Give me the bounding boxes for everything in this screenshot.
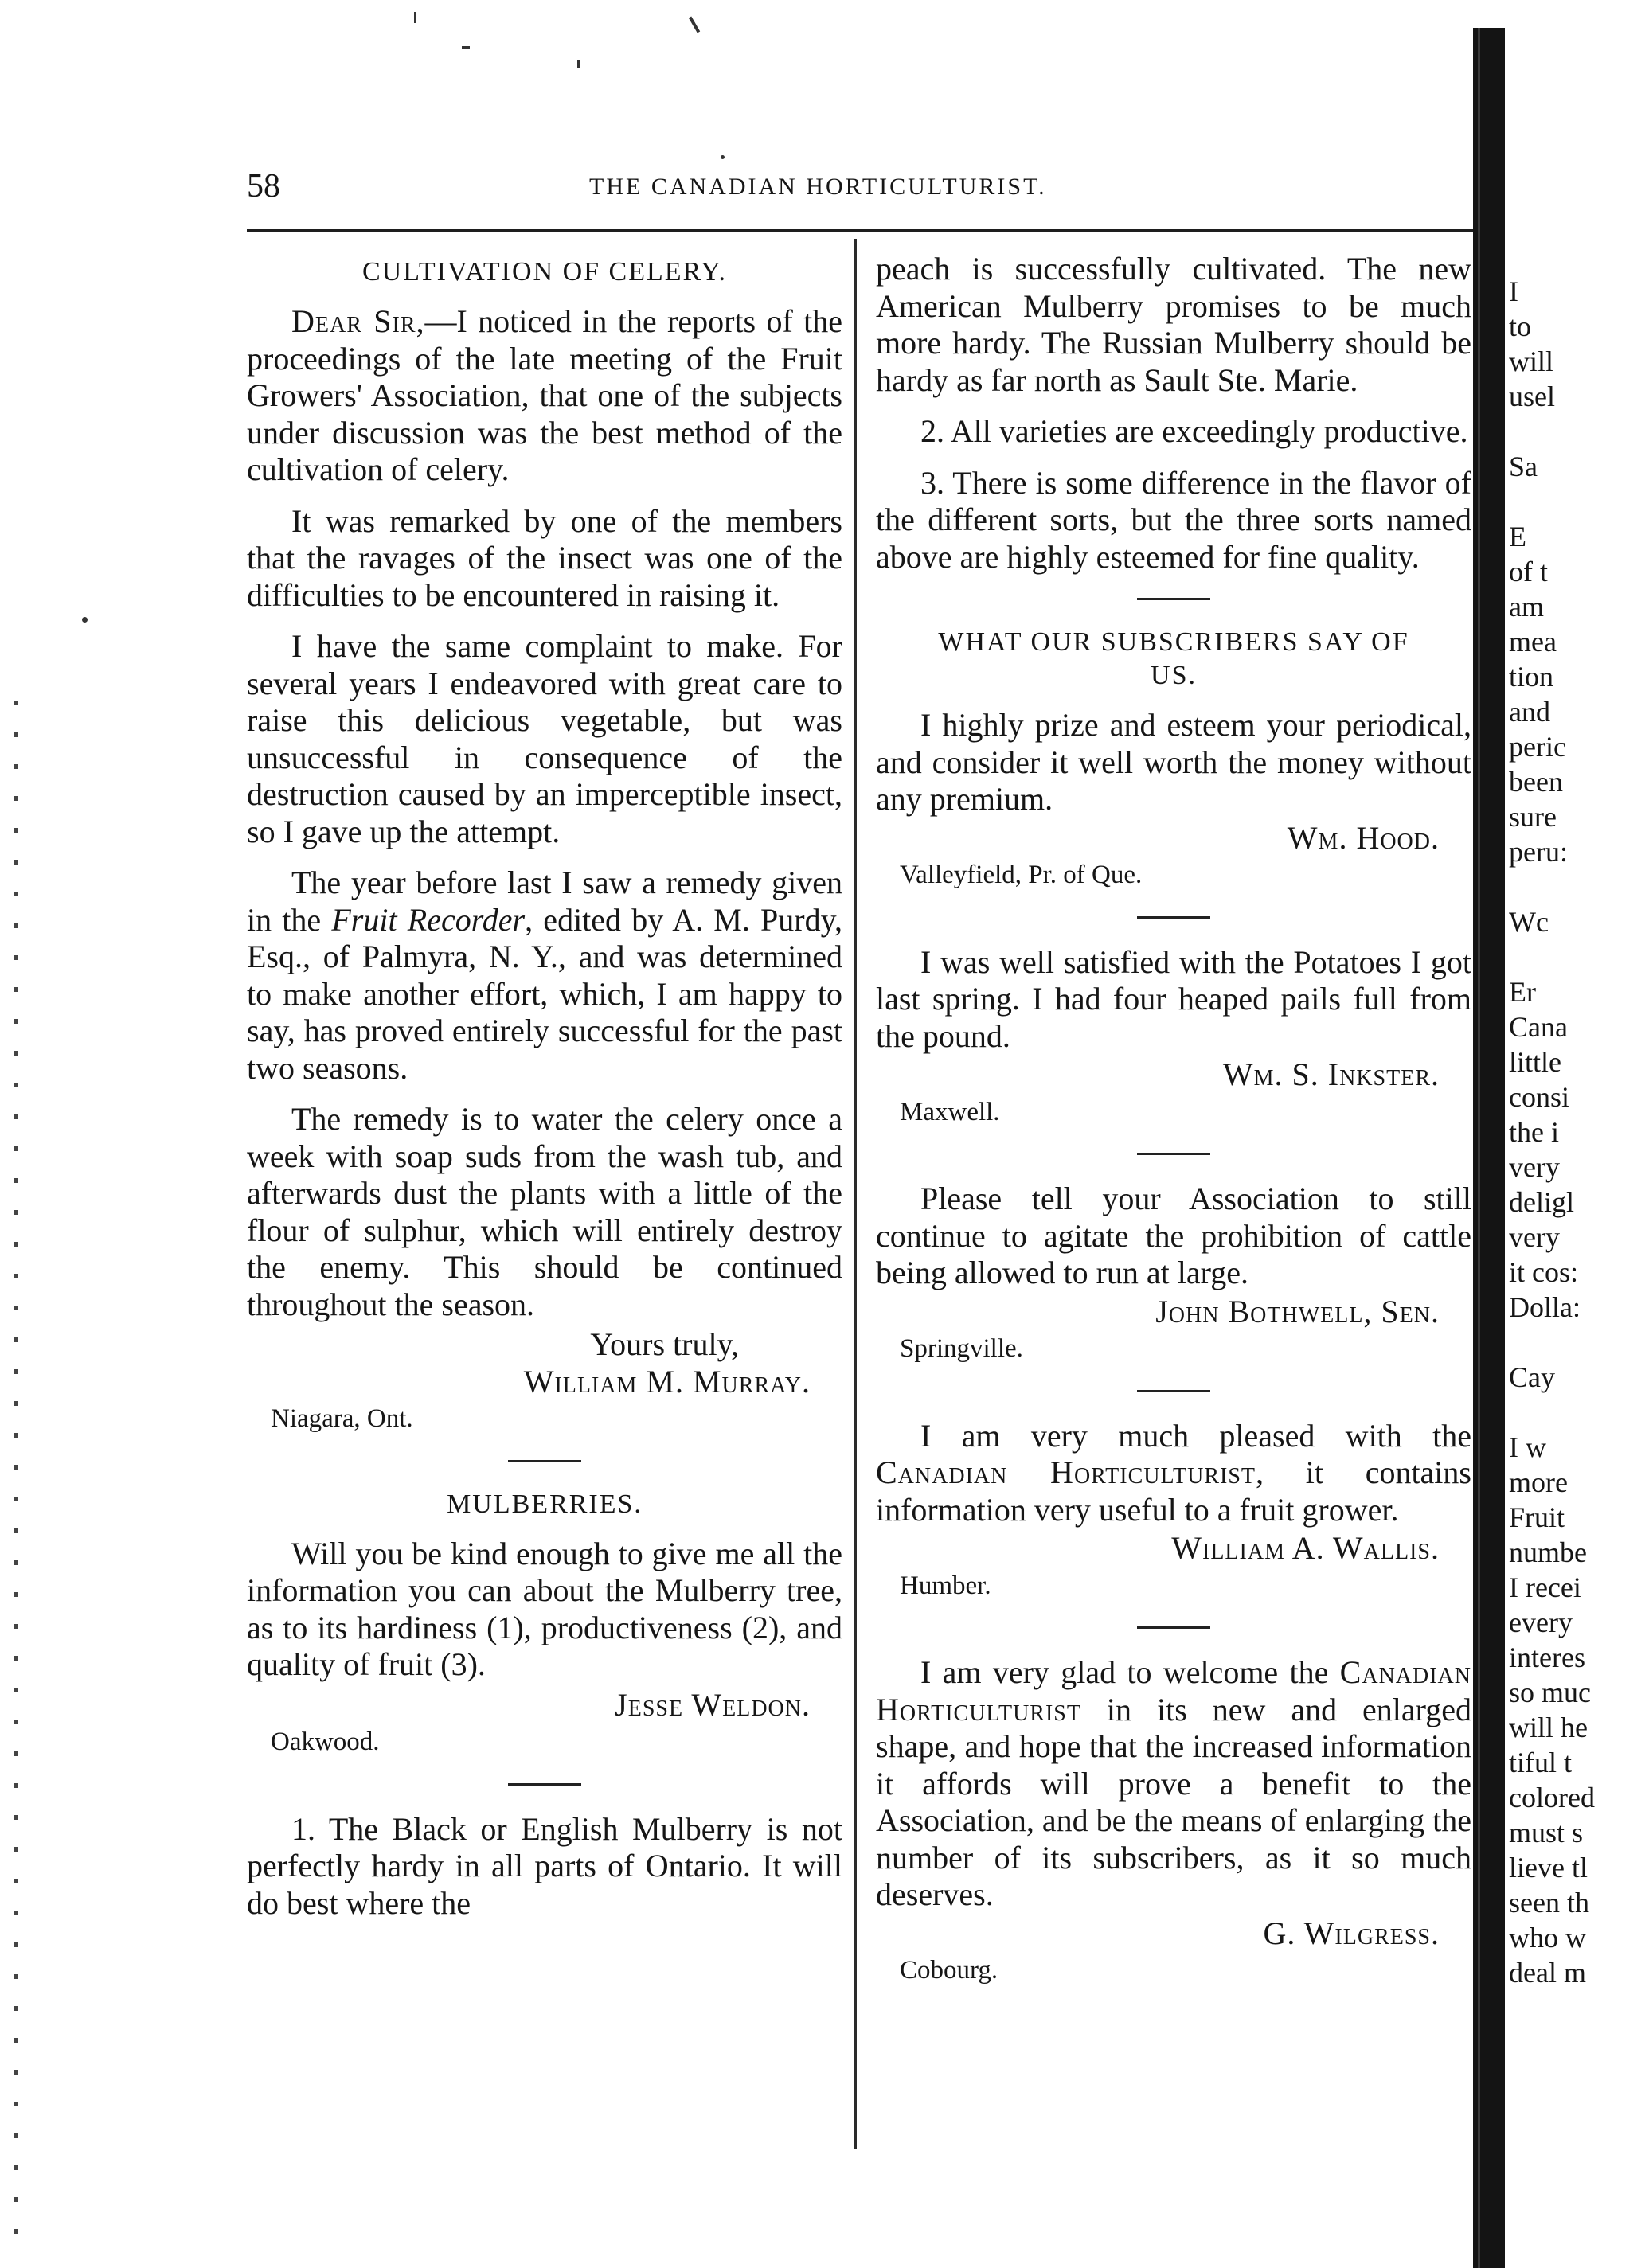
page-gutter-shadow [1473,28,1505,2268]
cut-column-line: am [1509,591,1544,623]
cut-column-line: every [1509,1606,1573,1638]
cut-column-line: little [1509,1046,1561,1078]
separator [1137,1390,1210,1392]
binding-edge-marks [14,701,18,2253]
left-column [247,251,842,1936]
cut-column-line [1509,1325,1649,1360]
scan-speck [462,46,470,49]
article-title-mulberries: MULBERRIES. [447,1489,643,1519]
letter-text-1: I highly prize and esteem your periodical, and consider it well worth the money without any premium. [876,707,1471,817]
letter-text-2: I was well satisfied with the Potatoes I got last spring. I had four heaped pails full from the pound. [876,943,1471,1054]
signature-murray: William M. Murray. [523,1363,811,1399]
celery-paragraph-4: The year before last I saw a remedy given in the Fruit Recorder, edited by A. M. Purdy, Esq., of Palmyra, N. Y., and was determined to make another effort, which, I am happy to say, has proved entirely successful for the past two seasons. [247,865,843,1086]
cut-column-line: I w [1509,1431,1546,1463]
mulberries-question: Will you be kind enough to give me all the information you can about the Mulberry tree, as to its hardiness (1), productiveness (2), and quality of fruit (3). [247,1535,842,1682]
place-niagara: Niagara, Ont. [271,1404,413,1433]
scan-speck [577,60,580,68]
letter-text-5: I am very glad to welcome the Canadian Horticulturist in its new and enlarged shape, and hope that the increased information it affords will prove a benefit to the Association, and be the means of enlarging the number of its subscribers, as it so much deserves. [876,1654,1471,1912]
place-springville: Springville. [900,1334,1023,1363]
cut-column-line: deligl [1509,1186,1574,1218]
cut-column-line: E [1509,521,1526,552]
cut-column-line: very [1509,1151,1560,1183]
cut-column-line: it cos: [1509,1256,1578,1288]
celery-paragraph-5: The remedy is to water the celery once a week with soap suds from the wash tub, and afterwards dust the plants with a little of the flour of sulphur, which will entirely destroy the enemy. This should be continued throughout the season. [247,1101,842,1322]
cut-column-line: tion [1509,661,1554,693]
cut-column-line: peru: [1509,836,1568,868]
cut-column-line: Cana [1509,1011,1568,1043]
scan-speck [689,16,700,33]
cut-column-line: to [1509,310,1532,342]
signature-inkster: Wm. S. Inkster. [1222,1056,1440,1092]
publication-name: Fruit Recorder [331,901,526,938]
separator [1137,1626,1210,1629]
middle-column [876,251,1471,1994]
article-title-celery: CULTIVATION OF CELERY. [361,257,728,287]
cut-column-line: deal m [1509,1957,1586,1989]
publication-title: Canadian Horticulturist [876,1654,1471,1727]
section-title-subscribers: WHAT OUR SUBSCRIBERS SAY OF US. [938,627,1409,690]
running-title: THE CANADIAN HORTICULTURIST. [589,174,1047,200]
cut-column-line: very [1509,1221,1560,1253]
header-rule [247,229,1473,232]
cut-column-line: colored [1509,1782,1595,1813]
cut-column-line [1509,939,1649,974]
scan-speck [721,155,725,159]
cut-column-line: must s [1509,1817,1584,1848]
cut-column-line: I [1509,275,1518,307]
separator [1137,916,1210,919]
cut-column-line: Er [1509,976,1536,1008]
cut-column-line [1509,239,1649,274]
cut-column-line: Dolla: [1509,1291,1581,1323]
separator [508,1783,581,1786]
column-rule [854,239,857,2149]
cut-column-line: been [1509,766,1563,798]
cut-column-line: of t [1509,556,1548,587]
closing: Yours truly, [590,1326,739,1362]
celery-paragraph-1: Dear Sir,—I noticed in the reports of the proceedings of the late meeting of the Fruit Growers' Association, that one of the subjects under discussion was the best method of the cultivation of celery. [247,303,842,487]
celery-paragraph-2: It was remarked by one of the members that the ravages of the insect was one of the difficulties to be encountered in raising it. [247,502,842,613]
cut-column-line: I recei [1509,1571,1581,1603]
place-oakwood: Oakwood. [271,1727,380,1756]
mulberries-answer-1-continued: peach is successfully cultivated. The new American Mulberry promises to be much more hardy. The Russian Mulberry should be hardy as far north as Sault Ste. Marie. [876,251,1471,398]
place-cobourg: Cobourg. [900,1956,998,1985]
cut-column-line: mea [1509,626,1557,658]
separator [508,1460,581,1462]
cut-column-line: will he [1509,1712,1588,1743]
cut-column-line: so muc [1509,1677,1591,1708]
signature-bothwell: John Bothwell, Sen. [1155,1293,1440,1329]
separator [1137,1153,1210,1155]
mulberries-answer-3: 3. There is some difference in the flavor of the different sorts, but the three sorts named above are highly esteemed for fine quality. [876,464,1471,575]
cut-column-line: Fruit [1509,1501,1565,1533]
cut-column-line: and [1509,696,1550,728]
cut-column-line: numbe [1509,1536,1587,1568]
signature-wilgress: G. Wilgress. [1263,1915,1440,1951]
place-humber: Humber. [900,1571,991,1600]
cut-column-line: who w [1509,1922,1586,1954]
scan-speck [414,12,416,23]
cut-column-line [1509,484,1649,519]
cut-column-line: interes [1509,1641,1585,1673]
cut-column-line [1509,1395,1649,1430]
mulberries-answer-2: 2. All varieties are exceedingly productive. [920,413,1468,449]
cut-column-line: more [1509,1466,1568,1498]
cut-column-line: lieve tl [1509,1852,1588,1883]
signature-hood: Wm. Hood. [1287,819,1440,856]
signature-wallis: William A. Wallis. [1171,1530,1440,1566]
scan-speck [82,617,88,623]
letter-text-4: I am very much pleased with the Canadian Horticulturist, it contains information very useful to a fruit grower. [876,1417,1471,1528]
cut-column-line: Cay [1509,1361,1555,1393]
cut-column-line: Sa [1509,451,1538,482]
cut-column-line: seen th [1509,1887,1589,1919]
page-number: 58 [247,168,280,205]
celery-paragraph-3: I have the same complaint to make. For several years I endeavored with great care to raise this delicious vegetable, but was unsuccessful in consequence of the destruction caused by an imperceptible insect, so I gave up the attempt. [247,628,842,849]
cut-column-line: tiful t [1509,1747,1572,1778]
publication-title: Canadian Horticulturist [876,1454,1256,1490]
place-maxwell: Maxwell. [900,1097,1000,1126]
cut-column-line: consi [1509,1081,1569,1113]
separator [1137,598,1210,600]
cut-column-line [1509,414,1649,449]
letter-text-3: Please tell your Association to still continue to agitate the prohibition of cattle being allowed to run at large. [876,1181,1471,1290]
cut-column-line: will [1509,345,1554,377]
cut-column-line: Wc [1509,906,1549,938]
cut-column-line: peric [1509,731,1566,763]
cut-column-line: the i [1509,1116,1559,1148]
signature-weldon: Jesse Weldon. [615,1686,811,1723]
salutation: Dear Sir, [291,303,425,339]
adjacent-page-cut-column [1509,239,1649,1990]
mulberries-answer-1: 1. The Black or English Mulberry is not perfectly hardy in all parts of Ontario. It will do best where the [247,1810,842,1921]
cut-column-line: sure [1509,801,1557,833]
cut-column-line: usel [1509,381,1555,412]
cut-column-line [1509,869,1649,904]
place-valleyfield: Valleyfield, Pr. of Que. [900,861,1143,889]
